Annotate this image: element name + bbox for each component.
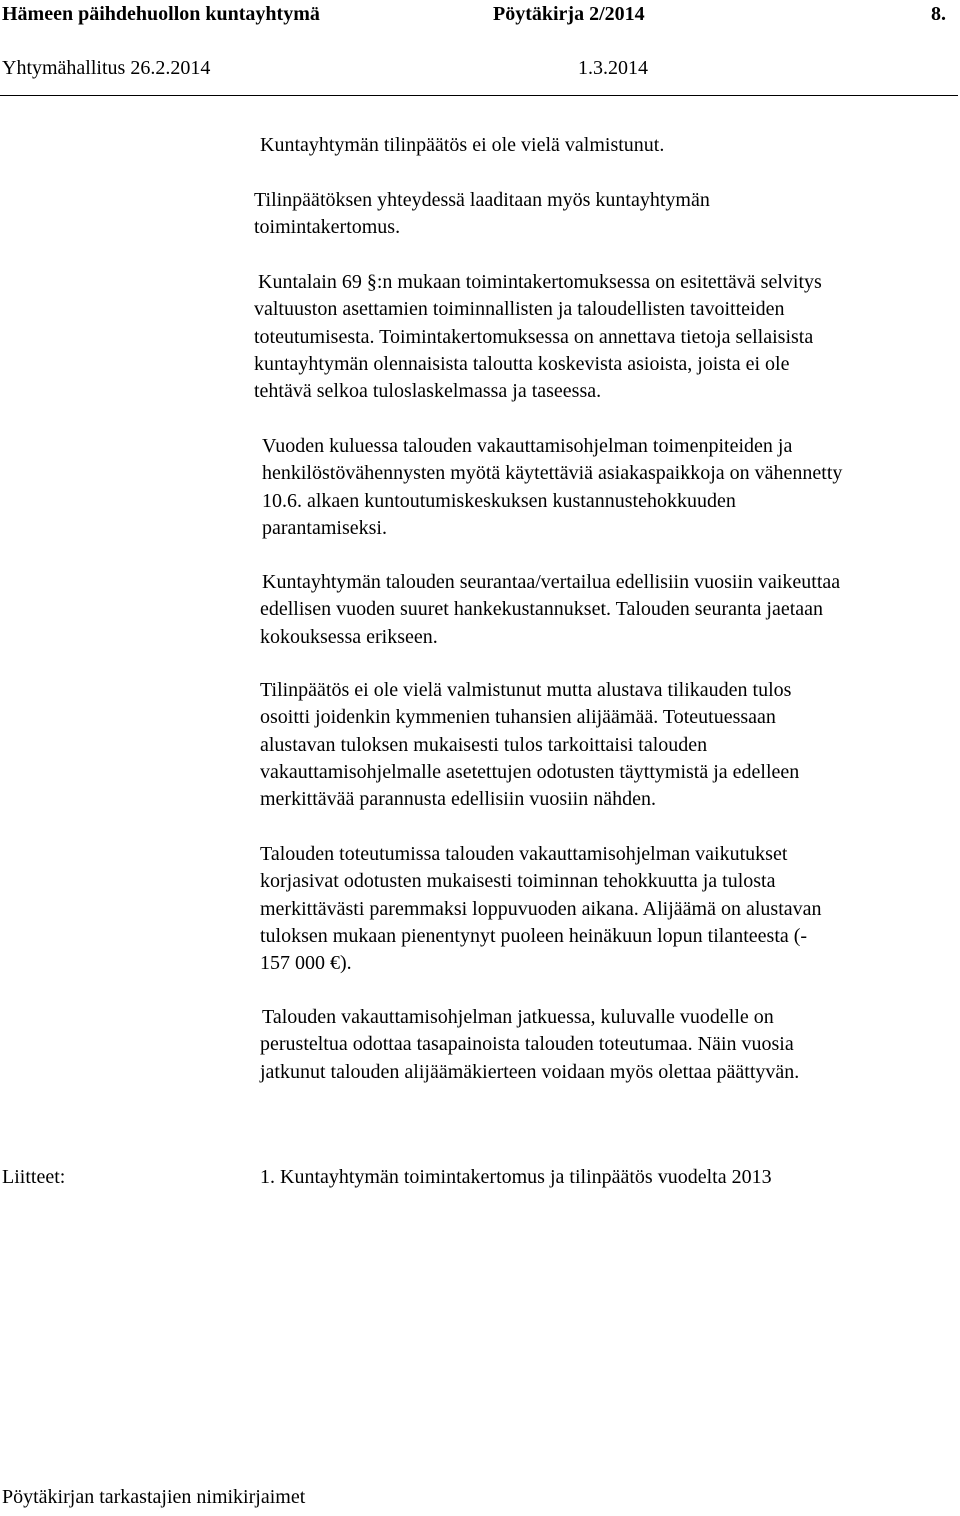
paragraph-2: [254, 187, 710, 242]
paragraph-4: [262, 433, 842, 542]
text-line: parantamiseksi.: [262, 516, 387, 539]
text-line: jatkunut talouden alijäämäkierteen voidaan myös olettaa päättyvän.: [260, 1060, 800, 1083]
text-line: kokouksessa erikseen.: [260, 625, 438, 648]
paragraph-8: [260, 1004, 799, 1086]
attachment-item: 1. Kuntayhtymän toimintakertomus ja tilinpäätös vuodelta 2013: [260, 1166, 772, 1188]
text-line: 157 000 €).: [260, 952, 352, 975]
paragraph-1: [260, 132, 664, 159]
footer-signature-note: Pöytäkirjan tarkastajien nimikirjaimet: [2, 1486, 306, 1508]
text-line: Vuoden kuluessa talouden vakauttamisohjelman toimenpiteiden ja: [262, 435, 793, 457]
header-divider: [0, 95, 958, 96]
text-line: korjasivat odotusten mukaisesti toiminnan tehokkuutta ja tulosta: [260, 870, 776, 893]
text-line: valtuuston asettamien toiminnallisten ja taloudellisten tavoitteiden: [254, 298, 785, 321]
text-line: toteutumisesta. Toimintakertomuksessa on annettava tietoja sellaisista: [254, 325, 814, 348]
text-line: Kuntayhtymän talouden seurantaa/vertailua edellisiin vuosiin vaikeuttaa: [262, 571, 841, 593]
text-line: edellisen vuoden suuret hankekustannukset. Talouden seuranta jaetaan: [260, 598, 824, 621]
text-line: Talouden vakauttamisohjelman jatkuessa, kuluvalle vuodelle on: [262, 1006, 774, 1028]
minutes-number: Pöytäkirja 2/2014: [493, 3, 645, 25]
text-line: Kuntalain 69 §:n mukaan toimintakertomuksessa on esitettävä selvitys: [258, 271, 822, 293]
meeting-body-date: Yhtymähallitus 26.2.2014: [2, 57, 211, 79]
text-line: merkittävästi paremmaksi loppuvuoden aikana. Alijäämä on alustavan: [260, 897, 822, 920]
text-line: toimintakertomus.: [254, 216, 401, 239]
text-line: Tilinpäätös ei ole vielä valmistunut mutta alustava tilikauden tulos: [260, 679, 792, 701]
paragraph-6: [260, 677, 799, 813]
text-line: Talouden toteutumissa talouden vakauttamisohjelman vaikutukset: [260, 843, 788, 865]
text-line: alustavan tuloksen mukaisesti tulos tarkoittaisi talouden: [260, 733, 708, 756]
text-line: kuntayhtymän olennaisista taloutta koskevista asioista, joista ei ole: [254, 352, 790, 375]
text-line: osoitti joidenkin kymmenien tuhansien alijäämää. Toteutuessaan: [260, 706, 776, 729]
page-number: 8.: [931, 3, 946, 25]
text-line: 10.6. alkaen kuntoutumiskeskuksen kustannustehokkuuden: [262, 489, 736, 512]
text-line: vakauttamisohjelmalle asetettujen odotusten täyttymistä ja edelleen: [260, 760, 800, 783]
text-line: henkilöstövähennysten myötä käytettäviä asiakaspaikkoja on vähennetty: [262, 462, 843, 485]
text-line: Kuntayhtymän tilinpäätös ei ole vielä valmistunut.: [260, 134, 665, 156]
attachments-label: Liitteet:: [2, 1166, 66, 1188]
text-line: tehtävä selkoa tuloslaskelmassa ja taseessa.: [254, 380, 602, 403]
text-line: Tilinpäätöksen yhteydessä laaditaan myös kuntayhtymän: [254, 189, 710, 211]
text-line: perusteltua odottaa tasapainoista talouden toteutumaa. Näin vuosia: [260, 1033, 794, 1056]
paragraph-3: [254, 269, 822, 405]
paragraph-7: [260, 841, 822, 977]
text-line: merkittävää parannusta edellisiin vuosiin nähden.: [260, 788, 656, 811]
organization-name: Hämeen päihdehuollon kuntayhtymä: [2, 3, 320, 25]
document-date: 1.3.2014: [578, 57, 648, 79]
text-line: tuloksen mukaan pienentynyt puoleen heinäkuun lopun tilanteesta (-: [260, 924, 808, 947]
paragraph-5: [260, 569, 840, 651]
